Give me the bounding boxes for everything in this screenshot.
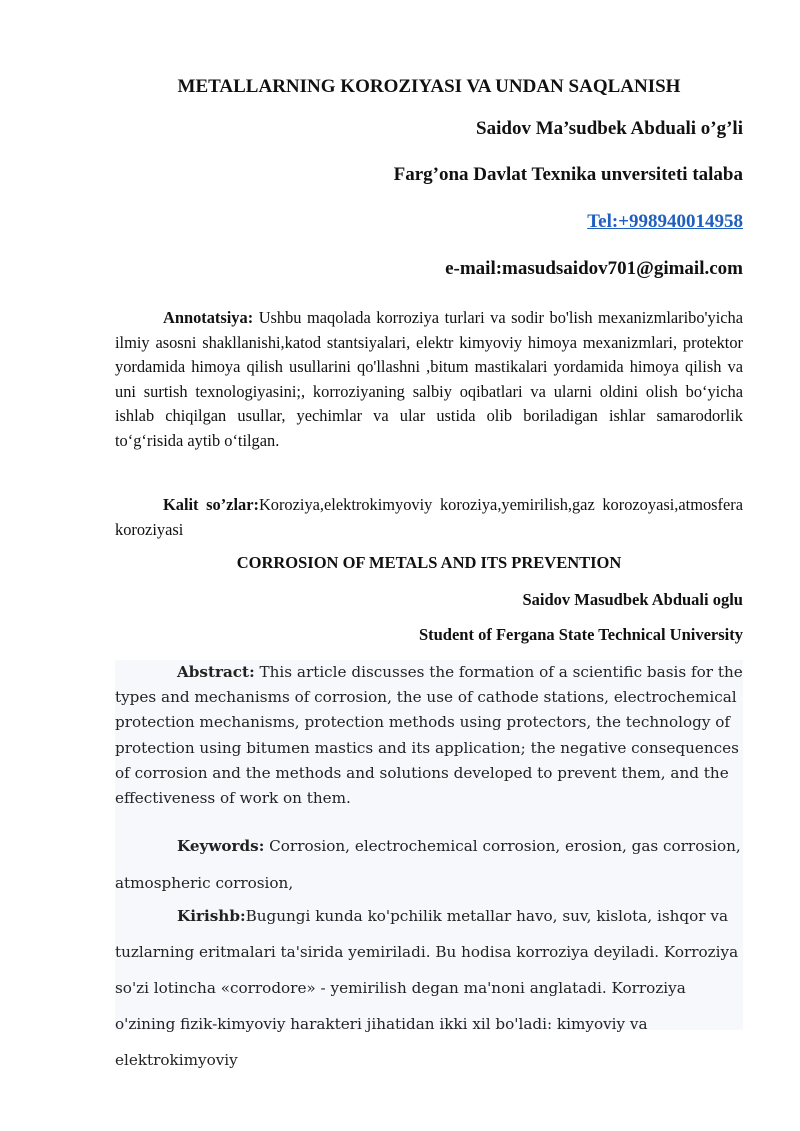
abstract-text: This article discusses the formation of a scientific basis for the types and mechanisms of corrosion, the use of cathode stations, electrochemical protection mechanisms, protection methods using protectors, the technology of protection using bitumen mastics and its application; the negative consequences of corrosion and the methods and solutions developed to prevent them, and the effectiveness of work on them. xyxy=(115,663,743,808)
author-affiliation: Farg’ona Davlat Texnika unversiteti talaba xyxy=(393,164,743,185)
english-affiliation: Student of Fergana State Technical University xyxy=(418,625,743,644)
keywords-en-paragraph xyxy=(115,828,743,902)
annotation-paragraph xyxy=(115,306,743,453)
abstract-label: Abstract: xyxy=(177,663,255,681)
keywords-en-label: Keywords: xyxy=(177,837,265,855)
author-email: e-mail:masudsaidov701@gimail.com xyxy=(445,258,743,279)
paper-title: METALLARNING KOROZIYASI VA UNDAN SAQLANISH xyxy=(177,76,681,97)
keywords-en-text: Corrosion, electrochemical corrosion, erosion, gas corrosion, atmospheric corrosion, xyxy=(115,837,741,892)
introduction-text: Bugungi kunda ko'pchilik metallar havo, suv, kislota, ishqor va tuzlarning eritmalari ta'sirida yemiriladi. Bu hodisa korroziya deyiladi. Korroziya so'zi lotincha «corrodore» - yemirilish degan ma'noni anglatadi. Korroziya o'zining fizik-kimyoviy harakteri jihatidan ikki xil bo'ladi: kimyoviy va elektrokimyoviy xyxy=(115,907,739,1069)
keywords-uz-label: Kalit so’zlar: xyxy=(163,495,259,514)
english-title: CORROSION OF METALS AND ITS PREVENTION xyxy=(236,553,622,572)
annotation-label: Annotatsiya: xyxy=(163,308,254,327)
english-author: Saidov Masudbek Abduali oglu xyxy=(522,590,743,609)
introduction-label: Kirishb: xyxy=(177,907,246,925)
author-phone xyxy=(115,211,743,233)
introduction-paragraph xyxy=(115,898,743,1078)
annotation-text: Ushbu maqolada korroziya turlari va sodir bo'lish mexanizmlaribo'yicha ilmiy asosni shakllanishi,katod stantsiyalari, elektr kimyoviy himoya mexanizmlari, protektor yordamida himoya qilish usullarini qo'llashni ,bitum mastikalari yordamida himoya qilish va uni surtish texnologiyasini;, korroziyaning salbiy oqibatlari va ularni oldini olish bo‘yicha ishlab chiqilgan usullar, yechimlar va ular ustida olib boriladigan ishlar samarodorlik to‘g‘risida aytib o‘tilgan. xyxy=(115,308,743,450)
keywords-uz-paragraph xyxy=(115,493,743,542)
abstract-paragraph xyxy=(115,660,743,811)
keywords-uz-text: Koroziya,elektrokimyoviy koroziya,yemirilish,gaz korozoyasi,atmosfera koroziyasi xyxy=(115,495,743,539)
author-name: Saidov Ma’sudbek Abduali o’g’li xyxy=(476,118,743,139)
phone-link[interactable]: Tel:+998940014958 xyxy=(587,211,743,232)
